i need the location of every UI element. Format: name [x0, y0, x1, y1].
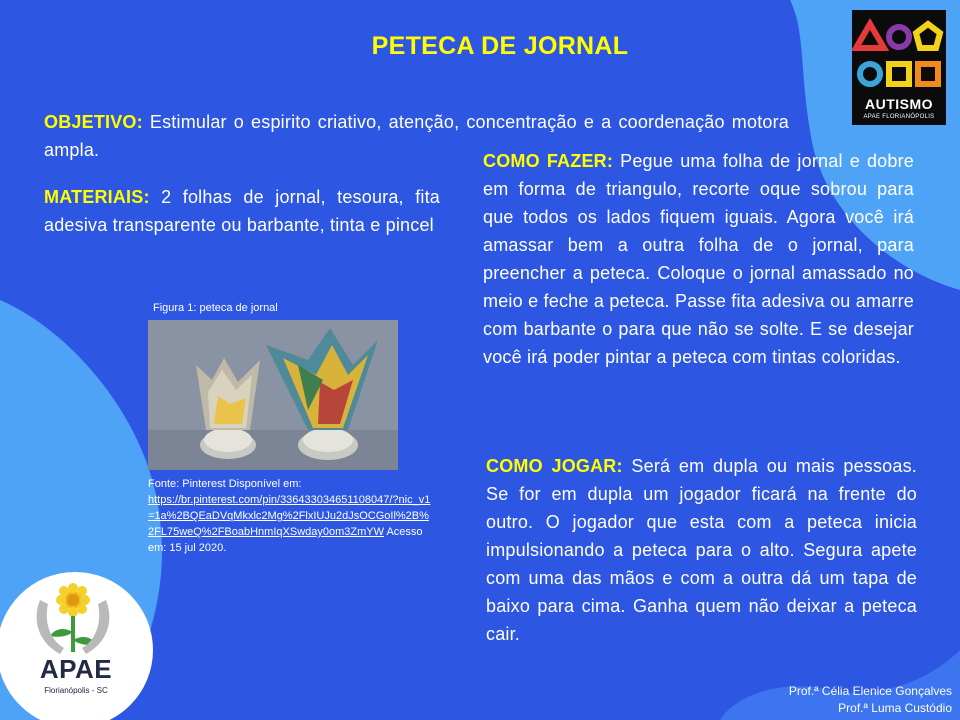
page-title: PETECA DE JORNAL [371, 32, 629, 60]
apae-logo-name: APAE [39, 654, 113, 684]
como-fazer-text-1: Pegue uma folha de jornal e dobre em forma de triangulo, recorte oque sobrou para que todos os lados fiquem iguais. Agora você irá amassar bem a outra folha de o jornal, para preencher a peteca. [483, 151, 915, 283]
materiais-label: MATERIAIS: [44, 187, 150, 207]
autismo-shapes-icon [852, 10, 946, 96]
como-fazer-text-2: Coloque o jornal amassado no meio e feche a peteca. Passe fita adesiva ou amarre com barbante o para que não se solte. E se desejar você irá poder pintar a peteca com tintas coloridas. [483, 263, 914, 367]
apae-logo-circle [0, 560, 160, 720]
como-fazer-label: COMO FAZER: [483, 151, 614, 171]
credit-line-2: Prof.ª Luma Custódio [838, 701, 952, 715]
objetivo-text: Estimular o espirito criativo, atenção, concentração e a coordenação motora ampla. [44, 112, 790, 160]
materiais-paragraph [44, 183, 440, 239]
objetivo-label: OBJETIVO: [44, 112, 143, 132]
source-suffix: Acesso em: 15 jul 2020. [148, 526, 423, 554]
source-link[interactable]: https://br.pinterest.com/pin/336433034651108047/?nic_v1=1a%2BQEaDVqMkxlc2Mg%2FlxIUJu2dJsOCGoIl%2B%2FL75weQ%2FBoabHnmIqXSwday0om3ZmYW [148, 494, 431, 538]
credit-line-1: Prof.ª Célia Elenice Gonçalves [788, 684, 952, 698]
como-fazer-paragraph [483, 147, 914, 371]
source-prefix: Fonte: Pinterest Disponível em: [148, 478, 302, 490]
como-jogar-text: Será em dupla ou mais pessoas. Se for em dupla um jogador ficará na frente do outro. O jogador que esta com a peteca inicia impulsionando a peteca para o alto. Segura apete com uma das mãos e com a outra dá um tapa de baixo para cima. Ganha quem não deixar a peteca cair. [486, 456, 918, 644]
peteca-photo [148, 320, 398, 470]
figure-caption: Figura 1: peteca de jornal [153, 302, 278, 314]
apae-logo-city: Florianópolis - SC [44, 686, 108, 695]
como-jogar-label: COMO JOGAR: [486, 456, 623, 476]
autismo-logo [852, 10, 946, 125]
figure-source [148, 476, 433, 556]
autismo-logo-name: AUTISMO [864, 96, 934, 112]
peteca-image [148, 320, 398, 470]
materiais-text: 2 folhas de jornal, tesoura, fita adesiva transparente ou barbante, tinta e pincel [44, 187, 441, 235]
autismo-logo-subtitle: APAE FLORIANÓPOLIS [863, 114, 935, 120]
credits [789, 683, 952, 717]
como-jogar-paragraph [486, 452, 917, 648]
